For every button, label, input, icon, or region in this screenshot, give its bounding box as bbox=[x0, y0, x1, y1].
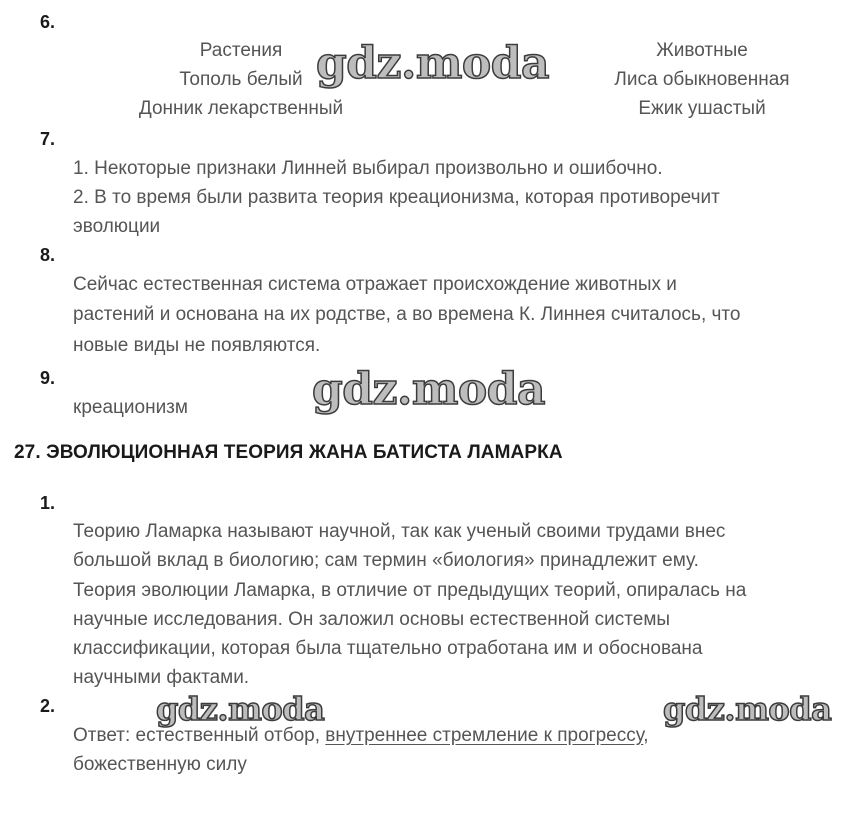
plant-item: Тополь белый bbox=[179, 69, 303, 90]
question-1-line: Теория эволюции Ламарка, в отличие от предыдущих теорий, опиралась на bbox=[73, 580, 747, 601]
plant-item: Донник лекарственный bbox=[138, 98, 344, 119]
section-7-number: 7. bbox=[40, 129, 56, 149]
watermark-logo: gdz.moda bbox=[312, 364, 546, 415]
question-1-line: научными фактами. bbox=[73, 667, 250, 688]
section-7-line: 2. В то время были развита теория креационизма, которая противоречит bbox=[73, 187, 720, 208]
question-2-number: 2. bbox=[40, 696, 56, 716]
watermark-logo: gdz.moda bbox=[156, 690, 325, 728]
question-1-number: 1. bbox=[40, 493, 56, 513]
section-7-line: эволюции bbox=[73, 216, 161, 237]
animal-item: Лиса обыкновенная bbox=[614, 69, 790, 90]
chapter-heading: 27. ЭВОЛЮЦИОННАЯ ТЕОРИЯ ЖАНА БАТИСТА ЛАМАРКА bbox=[14, 442, 563, 463]
animal-item: Ежик ушастый bbox=[638, 98, 766, 119]
question-1-line: Теорию Ламарка называют научной, так как ученый своими трудами внес bbox=[73, 521, 726, 542]
section-8-line: растений и основана на их родстве, а во времена К. Линнея считалось, что bbox=[73, 304, 741, 325]
question-1-line: большой вклад в биологию; сам термин «биология» принадлежит ему. bbox=[73, 550, 699, 571]
animals-header: Животные bbox=[656, 40, 748, 61]
answer-underlined: внутреннее стремление к прогрессу bbox=[325, 725, 644, 746]
watermark-logo: gdz.moda bbox=[663, 690, 832, 728]
section-8-line: новые виды не появляются. bbox=[73, 335, 321, 356]
section-9-number: 9. bbox=[40, 368, 56, 388]
section-9-answer: креационизм bbox=[73, 397, 188, 418]
watermark-logo: gdz.moda bbox=[316, 38, 550, 89]
question-1-line: научные исследования. Он заложил основы естественной системы bbox=[73, 609, 671, 630]
section-6-number: 6. bbox=[40, 12, 56, 32]
section-8-line: Сейчас естественная система отражает происхождение животных и bbox=[73, 274, 677, 295]
section-7-line: 1. Некоторые признаки Линней выбирал произвольно и ошибочно. bbox=[73, 158, 663, 179]
question-1-line: классификации, которая была тщательно отработана им и обоснована bbox=[73, 638, 703, 659]
plants-header: Растения bbox=[199, 40, 283, 61]
answer-prefix: Ответ: естественный отбор, bbox=[73, 725, 326, 746]
section-8-number: 8. bbox=[40, 245, 56, 265]
question-2-line: божественную силу bbox=[73, 754, 247, 775]
answer-suffix: , bbox=[643, 725, 649, 746]
